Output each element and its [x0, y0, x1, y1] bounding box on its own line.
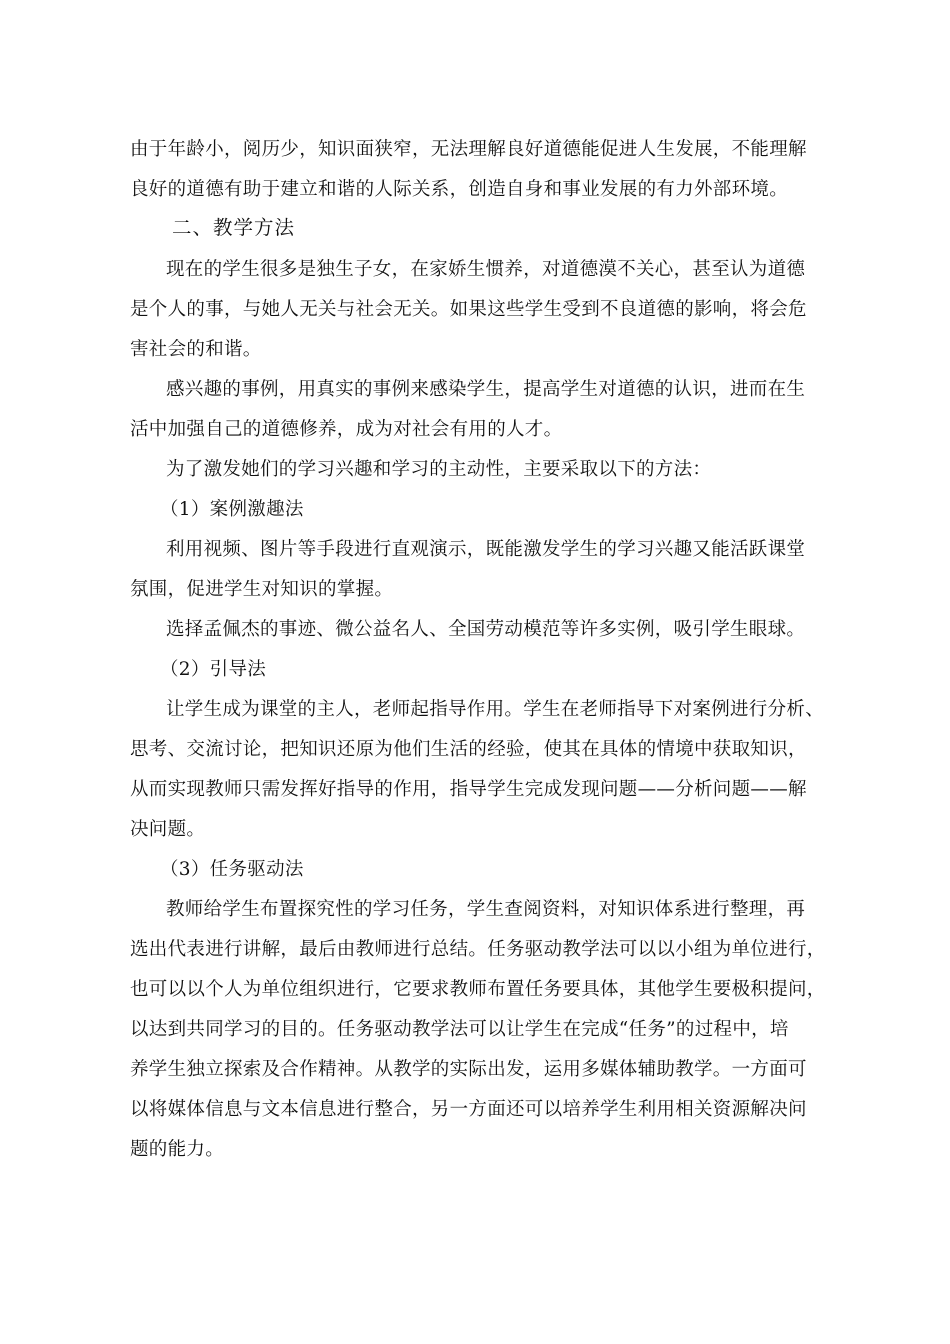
method1-title: （1）案例激趣法	[160, 499, 304, 520]
method2-line-4: 决问题。	[130, 819, 206, 840]
method2-line-1: 让学生成为课堂的主人，老师起指导作用。学生在老师指导下对案例进行分析、	[166, 699, 825, 720]
method3-line-1: 教师给学生布置探究性的学习任务，学生查阅资料，对知识体系进行整理，再	[166, 899, 806, 920]
para2-line-1: 感兴趣的事例，用真实的事例来感染学生，提高学生对道德的认识，进而在生	[166, 379, 806, 400]
para1-line-3: 害社会的和谐。	[130, 339, 262, 360]
para1-line-1: 现在的学生很多是独生子女，在家娇生惯养，对道德漠不关心，甚至认为道德	[166, 259, 806, 280]
method3-line-2: 选出代表进行讲解，最后由教师进行总结。任务驱动教学法可以以小组为单位进行，	[130, 939, 826, 960]
method1-line-2: 氛围，促进学生对知识的掌握。	[130, 579, 394, 600]
method3-line-6: 以将媒体信息与文本信息进行整合，另一方面还可以培养学生利用相关资源解决问	[130, 1099, 807, 1120]
method3-line-4: 以达到共同学习的目的。任务驱动教学法可以让学生在完成“任务”的过程中，培	[130, 1019, 789, 1040]
method3-title: （3）任务驱动法	[160, 859, 304, 880]
method3-line-3: 也可以以个人为单位组织进行，它要求教师布置任务要具体，其他学生要极积提问，	[130, 979, 826, 1000]
method3-line-7: 题的能力。	[130, 1139, 225, 1160]
method2-line-3: 从而实现教师只需发挥好指导的作用，指导学生完成发现问题——分析问题——解	[130, 779, 807, 800]
method3-line-5: 养学生独立探索及合作精神。从教学的实际出发，运用多媒体辅助教学。一方面可	[130, 1059, 807, 1080]
method2-line-2: 思考、交流讨论，把知识还原为他们生活的经验，使其在具体的情境中获取知识，	[130, 739, 807, 760]
method1-line-3: 选择孟佩杰的事迹、微公益名人、全国劳动模范等许多实例，吸引学生眼球。	[166, 619, 806, 640]
intro-line-2: 良好的道德有助于建立和谐的人际关系，创造自身和事业发展的有力外部环境。	[130, 179, 789, 200]
para3-line-1: 为了激发她们的学习兴趣和学习的主动性，主要采取以下的方法：	[166, 459, 712, 480]
section-heading: 二、教学方法	[172, 216, 296, 239]
method1-line-1: 利用视频、图片等手段进行直观演示，既能激发学生的学习兴趣又能活跃课堂	[166, 539, 806, 560]
method2-title: （2）引导法	[160, 659, 267, 680]
para1-line-2: 是个人的事，与她人无关与社会无关。如果这些学生受到不良道德的影响，将会危	[130, 299, 807, 320]
intro-line-1: 由于年龄小，阅历少，知识面狭窄，无法理解良好道德能促进人生发展，不能理解	[130, 139, 807, 160]
para2-line-2: 活中加强自己的道德修养，成为对社会有用的人才。	[130, 419, 563, 440]
